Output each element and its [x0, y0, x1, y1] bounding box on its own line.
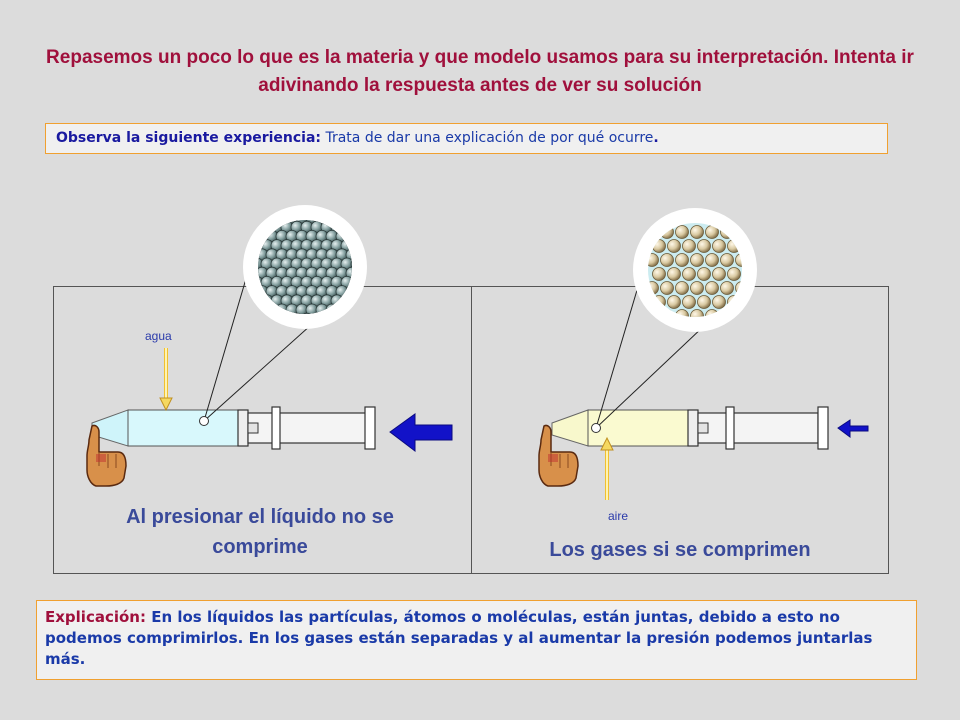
gas-magnifier	[592, 208, 758, 433]
particle	[683, 296, 696, 309]
page-title: Repasemos un poco lo que es la materia y que modelo usamos para su interpretación. Intenta ir adivinando la respuesta antes de ver su solución	[46, 47, 914, 96]
particle	[246, 212, 258, 224]
particle	[661, 282, 674, 295]
particle	[668, 240, 681, 253]
instruction-label: Observa la siguiente experiencia:	[56, 130, 322, 146]
particle	[691, 282, 704, 295]
particle	[653, 268, 666, 281]
arrow-left-icon	[838, 420, 868, 437]
water-label: agua	[145, 329, 172, 343]
explanation-head: Explicación:	[45, 608, 146, 626]
particle	[246, 304, 258, 316]
liquid-syringe	[92, 407, 375, 449]
gas-caption: Los gases si se comprimen	[549, 539, 811, 561]
instruction-text: Trata de dar una explicación de por qué ocurre	[321, 130, 654, 146]
particle	[721, 282, 734, 295]
particle	[361, 313, 373, 325]
particle	[668, 268, 681, 281]
particle	[721, 254, 734, 267]
air-pointer-arrow	[601, 438, 613, 500]
air-label: aire	[608, 509, 629, 523]
particle	[356, 304, 368, 316]
particle	[698, 240, 711, 253]
arrow-left-icon	[390, 414, 452, 451]
particle	[356, 212, 368, 224]
water-pointer-arrow	[160, 348, 172, 410]
particle	[351, 313, 363, 325]
explanation-text: En los líquidos las partículas, átomos o moléculas, están juntas, debido a esto no podemos comprimirlos. En los gases están separadas y al aumentar la presión podemos juntarlas más.	[45, 608, 873, 668]
particle	[683, 268, 696, 281]
particle	[661, 254, 674, 267]
particle	[728, 268, 741, 281]
instruction-end: .	[653, 130, 659, 146]
liquid-magnifier	[200, 205, 374, 426]
particle	[361, 221, 373, 233]
particle	[691, 254, 704, 267]
particle	[713, 268, 726, 281]
particle	[676, 226, 689, 239]
particle	[698, 268, 711, 281]
particle	[676, 282, 689, 295]
explanation-box	[36, 600, 917, 680]
particle	[713, 240, 726, 253]
particle	[361, 295, 373, 307]
particle	[683, 240, 696, 253]
particle	[691, 226, 704, 239]
liquid-caption: Al presionar el líquido no se comprime	[126, 506, 394, 558]
particle	[668, 296, 681, 309]
particle	[698, 296, 711, 309]
particle	[706, 254, 719, 267]
particle	[251, 313, 263, 325]
particle	[706, 282, 719, 295]
particle	[713, 296, 726, 309]
particle	[676, 254, 689, 267]
